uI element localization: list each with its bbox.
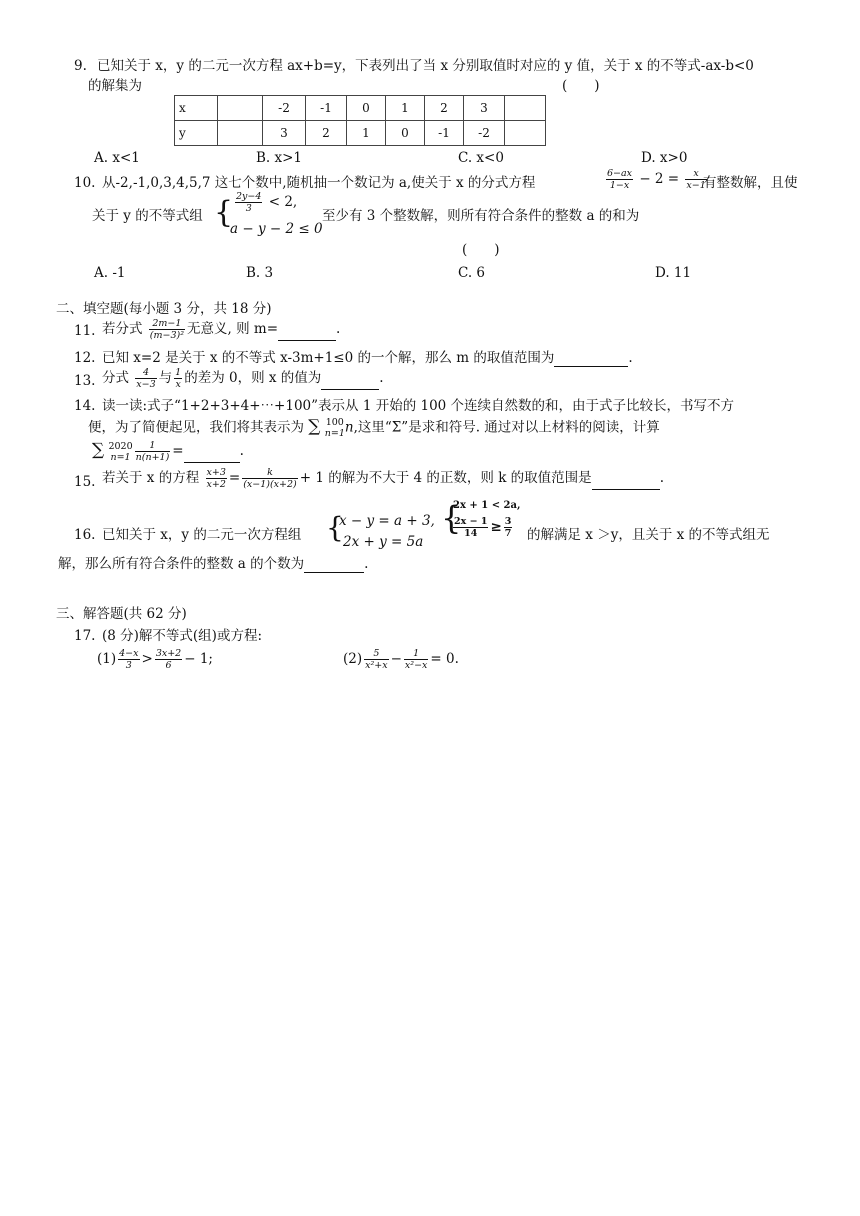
text: = 0. [430,651,459,667]
fraction-numerator: 2y−4 [236,191,262,202]
section2-title: 二、填空题(每小题 3 分，共 18 分) [56,301,272,317]
fraction-denominator: 14 [453,527,488,539]
text: 的差为 0，则 x 的值为 [184,370,322,386]
table-cell: -2 [263,96,306,121]
fraction-denominator: x−3 [136,379,156,390]
fraction-numerator: 5 [373,648,380,659]
q17-number: 17. [74,628,96,644]
text: 便，为了简便起见，我们将其表示为 [88,419,304,436]
sum-term: n [344,419,354,436]
q10-stem-a: 从-2,-1,0,3,4,5,7 这七个数中,随机抽一个数记为 a,使关于 x 的分式方程 [102,175,536,191]
table-cell: -1 [425,121,464,146]
q13-number: 13. [74,373,96,389]
q14-line1: 读一读:式子“1+2+3+4+⋯+100”表示从 1 开始的 100 个连续自然数的和，由于式子比较长，书写不方 [102,398,735,414]
q10-stem-d: 至少有 3 个整数解，则所有符合条件的整数 a 的和为 [322,208,640,224]
fraction-numerator: 3x+2 [155,648,182,659]
text: 若分式 [102,321,143,337]
table-cell: -1 [306,96,347,121]
fraction-numerator: k [267,467,273,478]
table-cell [505,121,546,146]
q15-number: 15. [74,474,96,490]
sigma-icon: ∑ [308,416,321,437]
q11-number: 11. [74,323,96,339]
q10-system-line1 [233,191,297,214]
q16-system-a-line2: 2x + y = 5a [343,534,424,550]
table-cell: 1 [386,96,425,121]
fraction-denominator: x [175,379,181,390]
table-cell: -2 [464,121,505,146]
q12-number: 12. [74,350,96,366]
equation-text: − 2 = [639,171,680,187]
table-cell [218,96,263,121]
fraction-denominator: 1−x [606,179,633,191]
table-cell: 0 [386,121,425,146]
fraction-numerator: 2m−1 [152,318,182,329]
fraction-numerator: 6−ax [607,168,633,179]
fraction-denominator: x²−x [404,660,428,671]
text: − [390,651,402,667]
sum-lower-limit: n=1 [110,451,131,463]
fraction-denominator: 6 [155,659,182,671]
text: 已知 x=2 是关于 x 的不等式 x-3m+1≤0 的一个解，那么 m 的取值范围为 [102,350,555,366]
fraction-numerator: 1 [175,367,182,378]
text: 无意义, 则 m= [187,321,279,337]
text: 的解为不大于 4 的正数，则 k 的取值范围是 [328,470,592,486]
table-cell [505,96,546,121]
table-cell: y [175,121,218,146]
q9-option-c[interactable]: C. x<0 [458,150,504,166]
answer-blank[interactable] [184,448,240,463]
answer-blank[interactable] [592,475,660,490]
part-label: (1) [97,651,117,667]
table-cell: 1 [347,121,386,146]
q10-stem-c: 关于 y 的不等式组 [92,208,203,224]
q9-stem-line1: 已知关于 x，y 的二元一次方程 ax+b=y，下表列出了当 x 分别取值时对应的 y 值，关于 x 的不等式-ax-b<0 [97,58,754,74]
fraction-denominator: (x−1)(x+2) [243,479,297,490]
fraction-denominator: (m−3)² [149,330,185,341]
q16-pre: 已知关于 x，y 的二元一次方程组 [102,527,302,543]
text: − 1; [184,651,213,667]
section3-title: 三、解答题(共 62 分) [56,606,187,622]
table-cell: x [175,96,218,121]
q9-option-b[interactable]: B. x>1 [256,150,303,166]
q12-text [102,349,633,367]
q16-system-b-line1: 2x + 1 < 2a, [453,500,521,511]
q10-answer-paren: ( ) [462,242,500,258]
text: . [364,556,369,572]
fraction-numerator: 1 [149,440,156,451]
answer-blank[interactable] [278,326,336,341]
table-cell: 2 [425,96,464,121]
table-row [175,96,546,121]
q11-text [102,318,340,341]
text: 解，那么所有符合条件的整数 a 的个数为 [58,556,305,572]
q10-number: 10. [74,175,96,191]
sum-lower-limit: n=1 [324,428,345,439]
text: 若关于 x 的方程 [102,470,200,486]
q10-option-a[interactable]: A. -1 [94,265,126,281]
answer-blank[interactable] [304,558,364,573]
sum-upper-limit: 100 [325,417,344,428]
q10-option-d[interactable]: D. 11 [655,265,692,281]
fraction-denominator: x−1 [686,180,706,191]
q10-stem-b: 有整数解，且使 [703,175,798,191]
q10-option-c[interactable]: C. 6 [458,265,486,281]
fraction-numerator: 4−x [119,648,139,659]
system-text: < 2, [268,194,298,210]
q15-text [102,467,664,490]
q16-line2 [58,555,368,573]
q9-stem-line2: 的解集为 [88,78,142,94]
table-cell [218,121,263,146]
text: 与 [158,370,173,386]
text: 分式 [102,370,129,386]
q14-line3 [92,440,244,463]
q9-option-a[interactable]: A. x<1 [94,150,140,166]
text: . [379,370,384,386]
answer-blank[interactable] [321,375,379,390]
part-label: (2) [343,651,363,667]
text: . [659,470,664,486]
fraction-denominator: x²+x [365,660,388,671]
text: . [628,350,633,366]
text: ,这里“Σ”是求和符号. 通过对以上材料的阅读，计算 [353,419,660,436]
q16-system-a-line1: x − y = a + 3, [339,513,435,529]
brace-icon: { [441,499,462,537]
fraction-denominator: 7 [504,528,512,539]
sum-upper-limit: 2020 [108,440,133,452]
table-cell: 0 [347,96,386,121]
q16-system-b-line2 [451,516,514,539]
fraction-denominator: x+2 [206,479,226,490]
q17-text: (8 分)解不等式(组)或方程: [102,628,262,644]
brace-icon: { [214,195,234,230]
fraction-numerator: 4 [142,367,149,378]
q17-part1 [97,648,213,671]
text: > [141,651,153,667]
fraction-denominator: n(n+1) [135,452,170,463]
q17-part2 [343,648,459,671]
text: = [228,470,241,486]
q9-number: 9. [74,58,87,74]
q9-value-table [174,95,546,146]
fraction-numerator: 2x − 1 [454,516,488,527]
table-cell: 2 [306,121,347,146]
q14-line2 [88,417,660,439]
fraction-denominator: 3 [118,659,139,671]
q13-text [102,367,384,390]
fraction-numerator: x [693,168,699,179]
text: = [172,443,184,459]
table-cell: 3 [464,96,505,121]
brace-icon: { [326,511,344,544]
text: ≥ [490,519,502,535]
text: . [239,443,244,459]
fraction-numerator: 1 [413,648,420,659]
answer-blank[interactable] [554,352,628,367]
table-row [175,121,546,146]
q9-answer-paren: ( ) [562,78,600,94]
q10-equation [604,168,709,191]
text: . [336,321,341,337]
q10-option-b[interactable]: B. 3 [246,265,274,281]
fraction-numerator: 3 [504,516,512,527]
text: + 1 [299,470,324,486]
table-cell: 3 [263,121,306,146]
q14-number: 14. [74,398,96,414]
q10-system-line2: a − y − 2 ≤ 0 [230,221,323,237]
q16-mid: 的解满足 x ＞y，且关于 x 的不等式组无 [527,527,770,543]
q16-number: 16. [74,527,96,543]
fraction-denominator: 3 [235,202,262,214]
fraction-numerator: x+3 [206,467,226,478]
sigma-icon: ∑ [92,440,105,460]
q9-option-d[interactable]: D. x>0 [641,150,688,166]
